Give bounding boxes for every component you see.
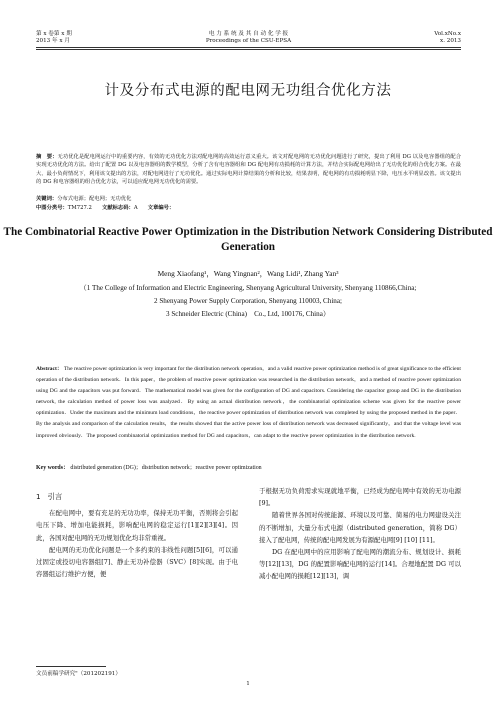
affiliation-2: 2 Shenyang Power Supply Corporation, Shenyang 110003, China; <box>154 297 342 305</box>
header-vol-no <box>434 31 461 46</box>
affiliation-1: （1 The College of Information and Electric Engineering, Shenyang Agricultural University, Shenyang 110866,China; <box>79 284 417 292</box>
header-right-line1: Vol.xNo.x <box>434 31 461 37</box>
keywords-cn-label: 关键词： <box>36 196 58 202</box>
abstract-cn-label: 摘 要： <box>36 154 58 160</box>
header-left-line2: 2013 年 x 月 <box>36 38 70 45</box>
abstract-en-label: Abstract： <box>36 366 63 372</box>
author-list: Meng Xiaofang¹，Wang Yingnan²，Wang Lidi¹, Zhang Yan³ <box>157 269 339 278</box>
header-rule-double <box>36 49 461 50</box>
body-column-left <box>36 491 238 580</box>
body-column-right <box>259 485 461 583</box>
classification-line <box>36 204 461 212</box>
abstract-english <box>36 364 461 442</box>
header-center-line1: 电 力 系 统 及 其 自 动 化 学 报 <box>208 31 289 37</box>
affiliation-3: 3 Schneider Electric (China) Co., Ltd, 100176, China） <box>166 310 330 318</box>
title-chinese: 计及分布式电源的配电网无功组合优化方法 <box>104 83 392 99</box>
doc-code-label: 文献标志码： <box>102 205 134 211</box>
section-heading: 1 引言 <box>36 492 63 501</box>
paragraph: DG 在配电网中的应用影响了配电网的潮流分布、规划设计、损耗等[12][13]，DG 的配置影响配电网的运行[14]。合理地配置 DG 可以减小配电网的损耗[12][13]，调 <box>259 548 461 581</box>
keywords-en-text: distributed generation (DG)；distribution network；reactive power optimization <box>70 465 262 471</box>
title-english: The Combinatorial Reactive Power Optimization in the Distribution Network Considering Distributed Generation <box>3 226 493 253</box>
footnote-rule <box>36 666 106 667</box>
header-journal <box>36 31 461 46</box>
paragraph: 随着世界各国对传统能源、环境以及可靠、简易的电力网建设关注的不断增加，大量分布式电源（distributed generation，简称 DG）接入了配电网，传统的配电网发展为有源配电网[9] [10] [11]。 <box>259 511 461 544</box>
footnote: 文员前稿学研究"（201202191） <box>36 671 121 677</box>
abstract-chinese <box>36 153 461 187</box>
header-left-line1: 第 x 卷第 x 期 <box>36 31 72 37</box>
clc-label: 中图分类号： <box>36 205 68 211</box>
paragraph: 在配电网中，要有充足的无功功率，保持无功平衡，否则将会引起电压下降、增加电能损耗，影响配电网的稳定运行[1][2][3][4]。因此，各国对配电网的无功规划优化均非常重视。 <box>36 509 238 542</box>
paragraph-continued: 于根据无功负荷需求实现就地平衡，已经成为配电网中有效的无功电源[9]。 <box>259 487 461 508</box>
abstract-en-text: The reactive power optimization is very important for the distribution network operation，and a valid reactive power optimization method is of great significance to the efficient operation of the distribution network．In this paper，the problem of reactive power optimization was researched in the distribution network，and a method of reactive power optimization using DG and the capacitors was put forward．The mathematical model was given for the configuration of DG and capacitors. Considering the capacitor group and DG in the distribution network, the calculation method of power loss was analyzed．By using an actual distribution network，the combinatorial optimization scheme was given for the reactive power optimization．Under the maximum and the minimum load conditions，the reactive power optimization of distribution network was completed by using the proposed method in the paper．By the analysis and comparison of the calculation results，the results showed that the active power loss of distribution network was decreased significantly，and that the voltage level was improved obviously．The proposed combinatorial optimization method for DG and capacitors，can adapt to the reactive power optimization in the distribution network. <box>36 366 461 439</box>
keywords-cn-text: 分布式电源；配电网；无功优化 <box>57 196 132 202</box>
keywords-english <box>36 462 461 471</box>
article-no-label: 文章编号： <box>147 205 175 211</box>
header-center-line2: Proceedings of the CSU-EPSA <box>205 38 292 45</box>
keywords-en-label: Key words： <box>36 465 69 471</box>
paragraph: 配电网的无功优化问题是一个多约束的非线性问题[5][6]，可以通过固定或投切电容器组[7]、静止无功补偿器（SVC）[8]实现。由于电容器组运行维护方便，便 <box>36 545 238 579</box>
header-right-line2: x. 2013 <box>440 38 461 45</box>
abstract-cn-text: 无功优化是配电网运行中的重要内容，有效的无功优化方法对配电网的高效运行意义重大。该文对配电网的无功优化问题进行了研究，提出了利用 DG 以及电容器组的配合实现无功优化的方法。给出了配置 DG 以及电容器组的数学模型，分析了含有电容器组和 DG 配电网有功损耗的计算方法，并结合实际配电网给出了无功优化的组合优化方案。在最大、最小负荷情况下，利用该文提出的方法，对配电网进行了无功优化。通过实际电网计算结果的分析和比较，结果表明，配电网的有功损耗明显下降，电压水平明显改善。该文提出的 DG 和电容器组的组合优化方法，可以适应配电网无功优化的需要。 <box>36 154 461 186</box>
clc-value: TM727.2 <box>67 205 92 211</box>
keywords-chinese <box>36 195 461 203</box>
doc-code-value: A <box>133 205 138 211</box>
page-number: 1 <box>246 681 250 687</box>
